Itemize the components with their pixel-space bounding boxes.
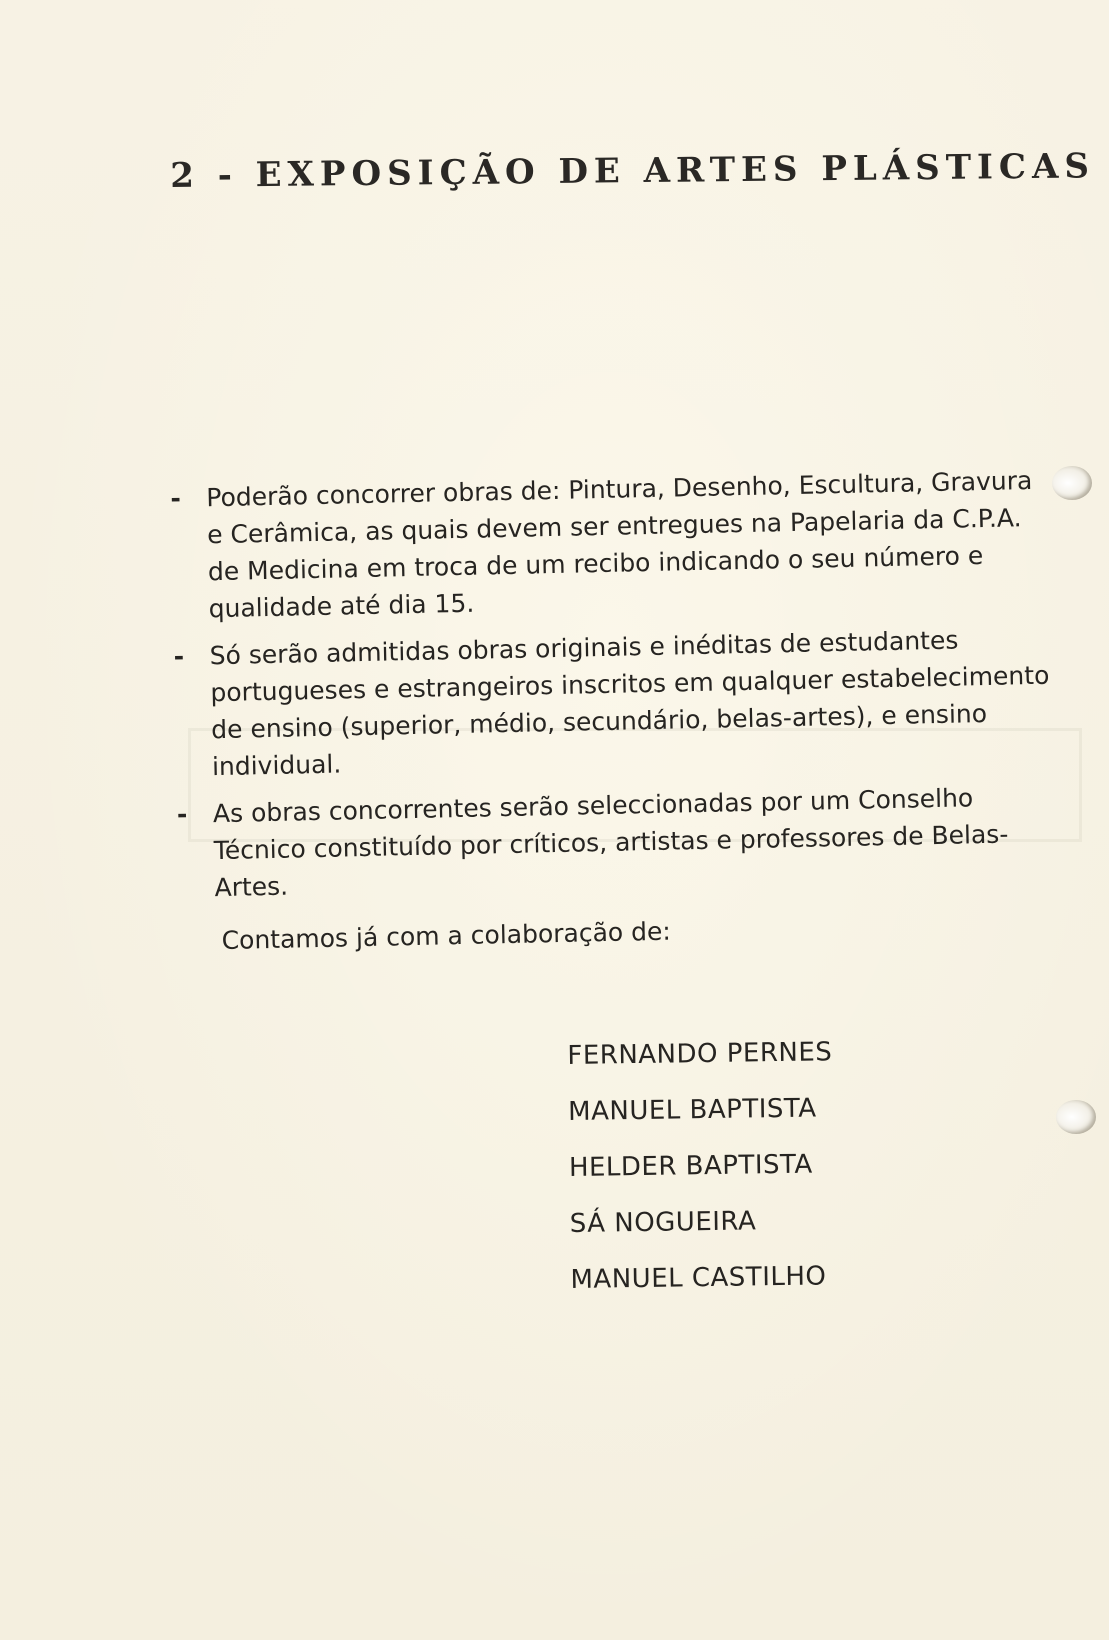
collaborator-name: MANUEL BAPTISTA xyxy=(567,1093,817,1127)
page-title: 2 - EXPOSIÇÃO DE ARTES PLÁSTICAS xyxy=(170,146,1096,196)
body-text xyxy=(170,461,1080,960)
collaboration-intro: Contamos já com a colaboração de: xyxy=(221,916,672,956)
paragraph-1 xyxy=(170,461,1073,628)
collaborator-name: HELDER BAPTISTA xyxy=(568,1149,813,1183)
paragraph-2 xyxy=(173,619,1076,786)
collaborator-name: SÁ NOGUEIRA xyxy=(569,1206,757,1239)
punch-hole-icon xyxy=(1052,466,1092,500)
bullet-dash: - xyxy=(173,641,185,671)
collaborator-list xyxy=(567,1024,836,1308)
collaborator-name: MANUEL CASTILHO xyxy=(570,1261,827,1295)
bullet-dash: - xyxy=(170,483,182,513)
collaborator-name: FERNANDO PERNES xyxy=(567,1037,833,1071)
paragraph-3 xyxy=(177,777,1079,907)
paragraph-text: Poderão concorrer obras de: Pintura, Desenho, Escultura, Gravura e Cerâmica, as quais devem ser entregues na Papelaria da C.P.A. de Medicina em troca de um recibo indicando o seu número e qualidade até dia 15. xyxy=(206,465,1033,624)
punch-hole-icon xyxy=(1056,1100,1096,1134)
paragraph-text: Só serão admitidas obras originais e inéditas de estudantes portugueses e estrangeiros inscritos em qualquer estabelecimento de ensino (superior, médio, secundário, belas-artes), e ensino individual. xyxy=(209,625,1050,782)
paragraph-text: As obras concorrentes serão seleccionadas por um Conselho Técnico constituído por críticos, artistas e professores de Belas-Artes. xyxy=(212,783,1009,903)
bullet-dash: - xyxy=(176,799,188,829)
